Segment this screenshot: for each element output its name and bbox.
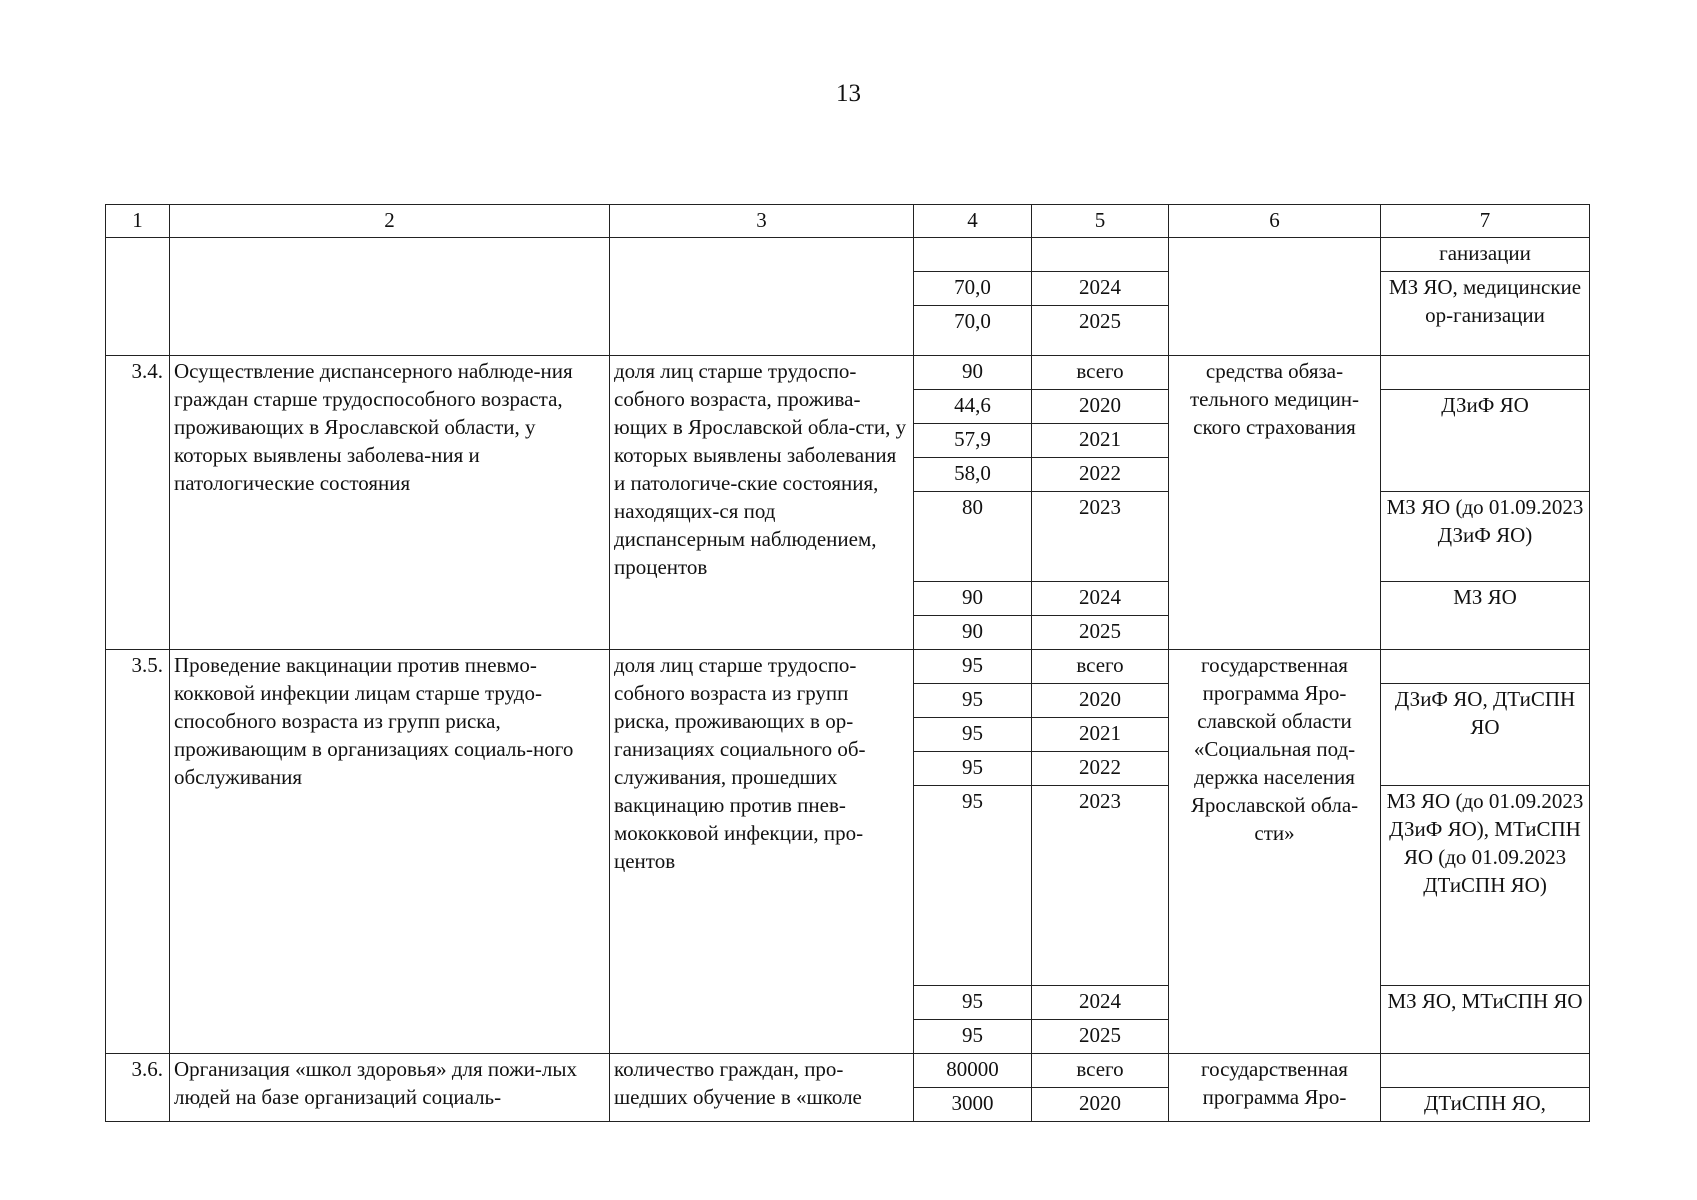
cont-name-cell — [170, 238, 610, 356]
measure-name: Осуществление диспансерного наблюде-ния граждан старше трудоспособного возраста, проживающих в Ярославской области, у которых выявлены заболева-ния и патологические состояния — [170, 356, 610, 650]
row-number: 3.5. — [106, 650, 170, 1054]
value-cell: 80 — [914, 492, 1032, 582]
table-row — [106, 1054, 1590, 1088]
col-header-3: 3 — [610, 205, 914, 238]
year-cell: 2024 — [1032, 582, 1169, 616]
table-row — [106, 238, 1590, 272]
value-cell: 95 — [914, 718, 1032, 752]
cont-indicator-cell — [610, 238, 914, 356]
year-cell: 2023 — [1032, 786, 1169, 986]
year-cell: 2021 — [1032, 424, 1169, 458]
col-header-5: 5 — [1032, 205, 1169, 238]
year-cell: 2022 — [1032, 752, 1169, 786]
funding-source: средства обяза-тельного медицин-ского страхования — [1169, 356, 1381, 650]
funding-source: государственная программа Яро- — [1169, 1054, 1381, 1122]
cont-source-cell — [1169, 238, 1381, 356]
value-cell: 57,9 — [914, 424, 1032, 458]
value-cell: 90 — [914, 582, 1032, 616]
year-cell: 2024 — [1032, 272, 1169, 306]
table-header-row — [106, 205, 1590, 238]
year-cell: 2020 — [1032, 390, 1169, 424]
value-cell: 95 — [914, 786, 1032, 986]
value-cell: 90 — [914, 616, 1032, 650]
responsible-cell: ДТиСПН ЯО, — [1381, 1088, 1590, 1122]
responsible-cell: ДЗиФ ЯО — [1381, 390, 1590, 492]
col-header-4: 4 — [914, 205, 1032, 238]
value-cell — [914, 238, 1032, 272]
measures-table — [105, 204, 1590, 1122]
responsible-cell: ДЗиФ ЯО, ДТиСПН ЯО — [1381, 684, 1590, 786]
year-cell: 2021 — [1032, 718, 1169, 752]
value-cell: 95 — [914, 684, 1032, 718]
page-number: 13 — [836, 80, 861, 107]
table-row — [106, 650, 1590, 684]
value-cell: 95 — [914, 986, 1032, 1020]
value-cell: 80000 — [914, 1054, 1032, 1088]
col-header-6: 6 — [1169, 205, 1381, 238]
col-header-2: 2 — [170, 205, 610, 238]
year-cell: 2025 — [1032, 1020, 1169, 1054]
value-cell: 95 — [914, 650, 1032, 684]
year-cell: 2020 — [1032, 1088, 1169, 1122]
measure-name: Организация «школ здоровья» для пожи-лых людей на базе организаций социаль- — [170, 1054, 610, 1122]
year-cell: 2025 — [1032, 616, 1169, 650]
year-cell: всего — [1032, 356, 1169, 390]
year-cell: 2024 — [1032, 986, 1169, 1020]
col-header-1: 1 — [106, 205, 170, 238]
responsible-cell: МЗ ЯО, МТиСПН ЯО — [1381, 986, 1590, 1054]
year-cell: 2025 — [1032, 306, 1169, 356]
year-cell: 2023 — [1032, 492, 1169, 582]
cont-num-cell — [106, 238, 170, 356]
value-cell: 3000 — [914, 1088, 1032, 1122]
responsible-cell — [1381, 1054, 1590, 1088]
value-cell: 95 — [914, 752, 1032, 786]
row-number: 3.4. — [106, 356, 170, 650]
indicator-text: доля лиц старше трудоспо-собного возраста из групп риска, проживающих в ор-ганизациях социального об-служивания, прошедших вакцинацию против пнев-мококковой инфекции, про-центов — [610, 650, 914, 1054]
value-cell: 44,6 — [914, 390, 1032, 424]
value-cell: 90 — [914, 356, 1032, 390]
responsible-cell: МЗ ЯО — [1381, 582, 1590, 650]
value-cell: 70,0 — [914, 272, 1032, 306]
year-cell: всего — [1032, 1054, 1169, 1088]
value-cell: 70,0 — [914, 306, 1032, 356]
indicator-text: доля лиц старше трудоспо-собного возраста, прожива-ющих в Ярославской обла-сти, у которых выявлены заболевания и патологиче-ские состояния, находящих-ся под диспансерным наблюдением, процентов — [610, 356, 914, 650]
col-header-7: 7 — [1381, 205, 1590, 238]
row-number: 3.6. — [106, 1054, 170, 1122]
year-cell: 2022 — [1032, 458, 1169, 492]
value-cell: 58,0 — [914, 458, 1032, 492]
measure-name: Проведение вакцинации против пневмо-кокковой инфекции лицам старше трудо-способного возраста из групп риска, проживающим в организациях социаль-ного обслуживания — [170, 650, 610, 1054]
year-cell — [1032, 238, 1169, 272]
year-cell: 2020 — [1032, 684, 1169, 718]
value-cell: 95 — [914, 1020, 1032, 1054]
responsible-cell: МЗ ЯО (до 01.09.2023 ДЗиФ ЯО), МТиСПН ЯО (до 01.09.2023 ДТиСПН ЯО) — [1381, 786, 1590, 986]
responsible-cell: МЗ ЯО (до 01.09.2023 ДЗиФ ЯО) — [1381, 492, 1590, 582]
funding-source: государственная программа Яро-славской области «Социальная под-держка населения Ярославской обла-сти» — [1169, 650, 1381, 1054]
indicator-text: количество граждан, про-шедших обучение в «школе — [610, 1054, 914, 1122]
responsible-cell — [1381, 356, 1590, 390]
table-row — [106, 356, 1590, 390]
responsible-cell: ганизации — [1381, 238, 1590, 272]
year-cell: всего — [1032, 650, 1169, 684]
responsible-cell: МЗ ЯО, медицинские ор-ганизации — [1381, 272, 1590, 356]
responsible-cell — [1381, 650, 1590, 684]
